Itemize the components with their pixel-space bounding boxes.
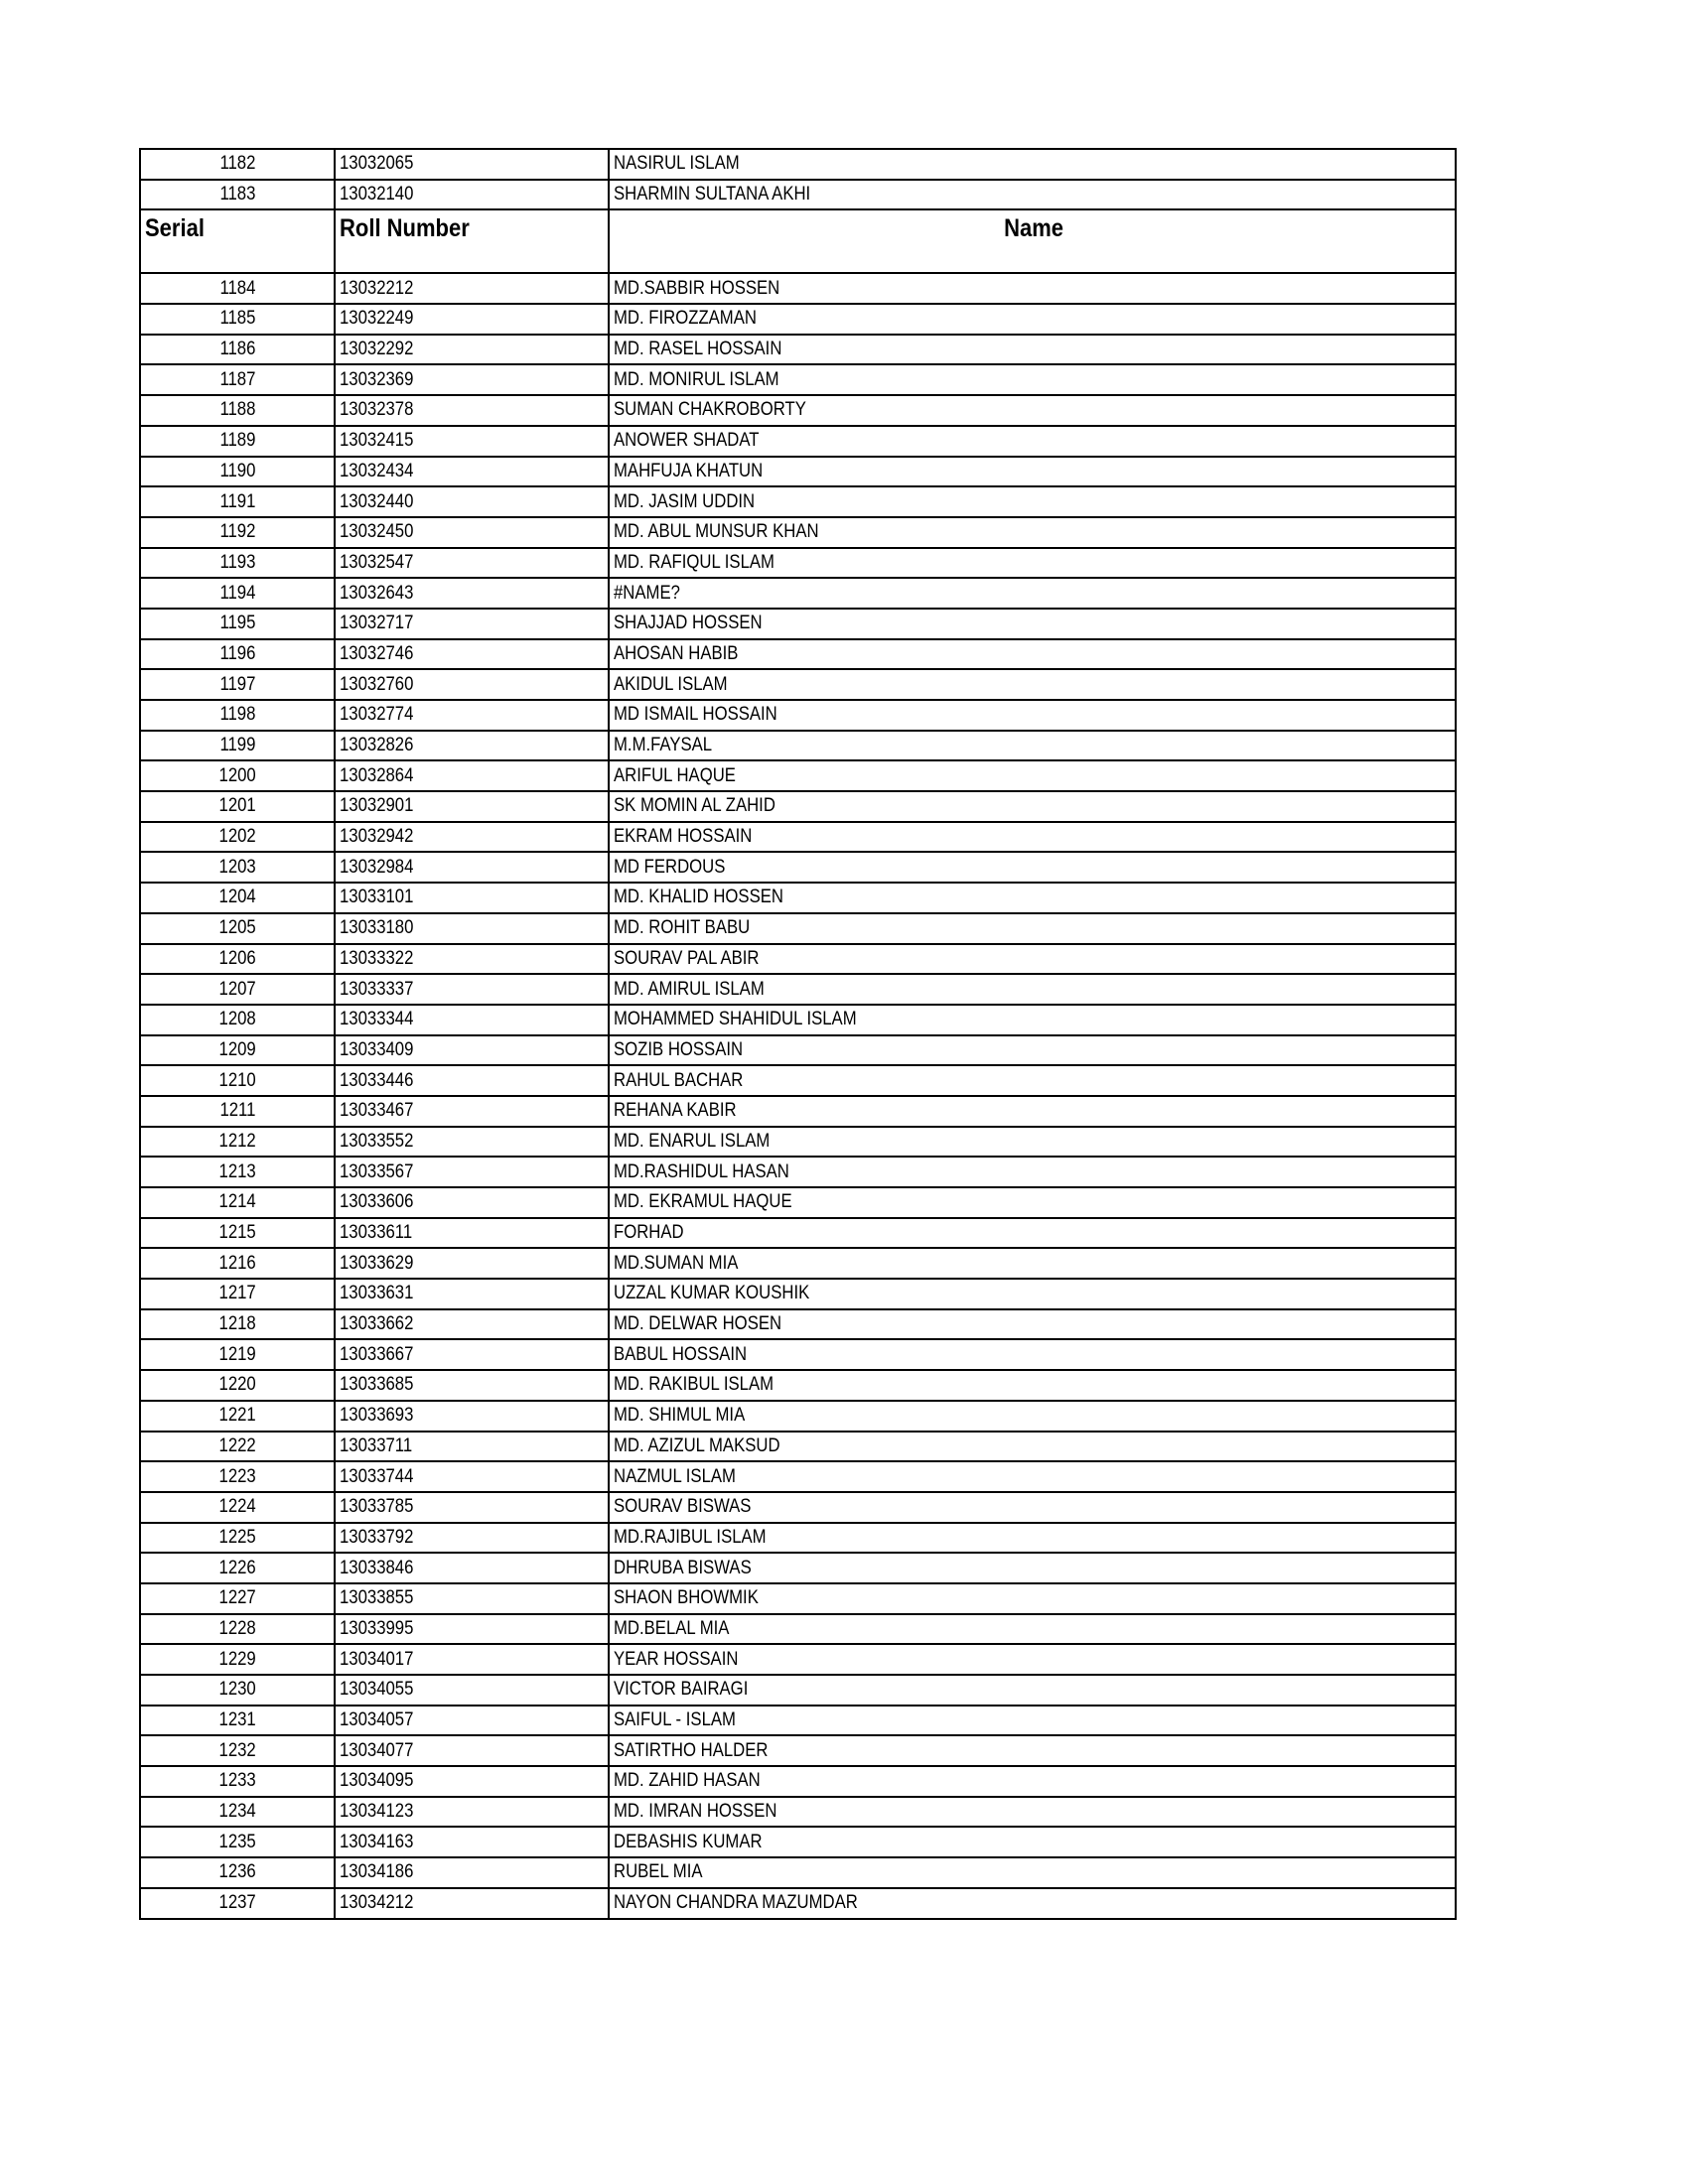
cell-serial: 1224 xyxy=(140,1492,335,1523)
cell-serial: 1206 xyxy=(140,944,335,975)
cell-name: NAZMUL ISLAM xyxy=(609,1461,1456,1492)
table-row xyxy=(140,883,1456,913)
cell-name: AKIDUL ISLAM xyxy=(609,669,1456,700)
cell-serial: 1217 xyxy=(140,1279,335,1309)
cell-roll-number: 13034186 xyxy=(335,1857,609,1888)
table-row xyxy=(140,578,1456,609)
table-row xyxy=(140,852,1456,883)
cell-name: AHOSAN HABIB xyxy=(609,639,1456,670)
cell-name: M.M.FAYSAL xyxy=(609,731,1456,761)
cell-serial: 1187 xyxy=(140,364,335,395)
cell-name: MD. ABUL MUNSUR KHAN xyxy=(609,517,1456,548)
cell-roll-number: 13032249 xyxy=(335,304,609,335)
cell-serial: 1213 xyxy=(140,1157,335,1187)
cell-name: SHARMIN SULTANA AKHI xyxy=(609,180,1456,210)
cell-serial: 1222 xyxy=(140,1432,335,1462)
cell-roll-number: 13033744 xyxy=(335,1461,609,1492)
cell-name: RAHUL BACHAR xyxy=(609,1065,1456,1096)
table-row xyxy=(140,1614,1456,1645)
cell-name: SATIRTHO HALDER xyxy=(609,1735,1456,1766)
cell-roll-number: 13034095 xyxy=(335,1766,609,1797)
table-row xyxy=(140,1218,1456,1249)
cell-roll-number: 13033685 xyxy=(335,1370,609,1401)
cell-serial: 1207 xyxy=(140,974,335,1005)
cell-roll-number: 13033606 xyxy=(335,1187,609,1218)
cell-serial: 1234 xyxy=(140,1797,335,1828)
table-row xyxy=(140,273,1456,304)
cell-serial: 1228 xyxy=(140,1614,335,1645)
cell-name: SOZIB HOSSAIN xyxy=(609,1035,1456,1066)
table-row xyxy=(140,700,1456,731)
cell-roll-number: 13032717 xyxy=(335,609,609,639)
cell-serial: 1214 xyxy=(140,1187,335,1218)
cell-name: MD. IMRAN HOSSEN xyxy=(609,1797,1456,1828)
cell-name: MD.RAJIBUL ISLAM xyxy=(609,1523,1456,1554)
cell-roll-number: 13032212 xyxy=(335,273,609,304)
cell-serial: 1211 xyxy=(140,1096,335,1127)
cell-name: BABUL HOSSAIN xyxy=(609,1339,1456,1370)
cell-serial: 1185 xyxy=(140,304,335,335)
cell-name: MD. AZIZUL MAKSUD xyxy=(609,1432,1456,1462)
table-row xyxy=(140,457,1456,487)
cell-serial: 1186 xyxy=(140,335,335,365)
cell-roll-number: 13034212 xyxy=(335,1888,609,1919)
cell-serial: 1201 xyxy=(140,791,335,822)
cell-name: MD FERDOUS xyxy=(609,852,1456,883)
cell-roll-number: 13033855 xyxy=(335,1583,609,1614)
table-row xyxy=(140,1248,1456,1279)
table-row xyxy=(140,1492,1456,1523)
cell-roll-number: 13033567 xyxy=(335,1157,609,1187)
cell-roll-number: 13034077 xyxy=(335,1735,609,1766)
cell-serial: 1204 xyxy=(140,883,335,913)
cell-serial: 1231 xyxy=(140,1706,335,1736)
cell-roll-number: 13032746 xyxy=(335,639,609,670)
cell-name: MD. KHALID HOSSEN xyxy=(609,883,1456,913)
header-serial: Serial xyxy=(140,209,335,273)
cell-roll-number: 13032984 xyxy=(335,852,609,883)
cell-roll-number: 13033337 xyxy=(335,974,609,1005)
table-row xyxy=(140,639,1456,670)
cell-name: MD. DELWAR HOSEN xyxy=(609,1309,1456,1340)
cell-serial: 1230 xyxy=(140,1675,335,1706)
table-row xyxy=(140,1005,1456,1035)
cell-roll-number: 13033446 xyxy=(335,1065,609,1096)
cell-serial: 1195 xyxy=(140,609,335,639)
cell-serial: 1200 xyxy=(140,760,335,791)
cell-serial: 1184 xyxy=(140,273,335,304)
cell-serial: 1235 xyxy=(140,1827,335,1857)
table-row xyxy=(140,791,1456,822)
cell-roll-number: 13033785 xyxy=(335,1492,609,1523)
table-row xyxy=(140,1065,1456,1096)
cell-serial: 1198 xyxy=(140,700,335,731)
cell-name: SHAON BHOWMIK xyxy=(609,1583,1456,1614)
cell-name: RUBEL MIA xyxy=(609,1857,1456,1888)
table-row xyxy=(140,1279,1456,1309)
cell-name: MD. RAKIBUL ISLAM xyxy=(609,1370,1456,1401)
cell-name: SAIFUL - ISLAM xyxy=(609,1706,1456,1736)
cell-name: MD.SUMAN MIA xyxy=(609,1248,1456,1279)
cell-serial: 1196 xyxy=(140,639,335,670)
cell-roll-number: 13033322 xyxy=(335,944,609,975)
cell-serial: 1199 xyxy=(140,731,335,761)
cell-roll-number: 13032942 xyxy=(335,822,609,853)
cell-roll-number: 13032643 xyxy=(335,578,609,609)
cell-roll-number: 13032378 xyxy=(335,395,609,426)
cell-name: YEAR HOSSAIN xyxy=(609,1644,1456,1675)
table-row xyxy=(140,1127,1456,1158)
cell-name: NASIRUL ISLAM xyxy=(609,149,1456,180)
cell-roll-number: 13032901 xyxy=(335,791,609,822)
cell-roll-number: 13034055 xyxy=(335,1675,609,1706)
table-row xyxy=(140,1735,1456,1766)
cell-name: MD. ROHIT BABU xyxy=(609,913,1456,944)
cell-serial: 1221 xyxy=(140,1401,335,1432)
table-row xyxy=(140,1035,1456,1066)
cell-name: #NAME? xyxy=(609,578,1456,609)
cell-serial: 1191 xyxy=(140,486,335,517)
table-row xyxy=(140,180,1456,210)
cell-roll-number: 13033552 xyxy=(335,1127,609,1158)
cell-serial: 1202 xyxy=(140,822,335,853)
cell-serial: 1182 xyxy=(140,149,335,180)
table-row xyxy=(140,1675,1456,1706)
cell-serial: 1194 xyxy=(140,578,335,609)
header-roll-number: Roll Number xyxy=(335,209,609,273)
cell-serial: 1188 xyxy=(140,395,335,426)
cell-serial: 1203 xyxy=(140,852,335,883)
cell-roll-number: 13032434 xyxy=(335,457,609,487)
results-table xyxy=(139,148,1457,1920)
table-row xyxy=(140,1432,1456,1462)
table-row xyxy=(140,731,1456,761)
cell-serial: 1183 xyxy=(140,180,335,210)
cell-name: UZZAL KUMAR KOUSHIK xyxy=(609,1279,1456,1309)
cell-name: SK MOMIN AL ZAHID xyxy=(609,791,1456,822)
cell-roll-number: 13033409 xyxy=(335,1035,609,1066)
table-row xyxy=(140,1309,1456,1340)
cell-name: MD. SHIMUL MIA xyxy=(609,1401,1456,1432)
cell-roll-number: 13032140 xyxy=(335,180,609,210)
cell-name: MD ISMAIL HOSSAIN xyxy=(609,700,1456,731)
cell-roll-number: 13032864 xyxy=(335,760,609,791)
cell-name: MAHFUJA KHATUN xyxy=(609,457,1456,487)
cell-roll-number: 13033344 xyxy=(335,1005,609,1035)
cell-serial: 1236 xyxy=(140,1857,335,1888)
cell-serial: 1189 xyxy=(140,426,335,457)
table-row xyxy=(140,1583,1456,1614)
table-row xyxy=(140,335,1456,365)
cell-name: MD. JASIM UDDIN xyxy=(609,486,1456,517)
table-row xyxy=(140,1553,1456,1583)
cell-serial: 1210 xyxy=(140,1065,335,1096)
table-row xyxy=(140,304,1456,335)
cell-serial: 1237 xyxy=(140,1888,335,1919)
cell-serial: 1226 xyxy=(140,1553,335,1583)
cell-roll-number: 13034017 xyxy=(335,1644,609,1675)
cell-serial: 1216 xyxy=(140,1248,335,1279)
cell-roll-number: 13033631 xyxy=(335,1279,609,1309)
cell-name: MD. MONIRUL ISLAM xyxy=(609,364,1456,395)
cell-name: MD.BELAL MIA xyxy=(609,1614,1456,1645)
header-name: Name xyxy=(609,209,1456,273)
cell-name: FORHAD xyxy=(609,1218,1456,1249)
cell-roll-number: 13034123 xyxy=(335,1797,609,1828)
cell-serial: 1233 xyxy=(140,1766,335,1797)
table-body-previous xyxy=(140,149,1456,209)
table-row xyxy=(140,1644,1456,1675)
cell-name: SHAJJAD HOSSEN xyxy=(609,609,1456,639)
cell-name: SUMAN CHAKROBORTY xyxy=(609,395,1456,426)
cell-roll-number: 13032415 xyxy=(335,426,609,457)
cell-name: MD. RASEL HOSSAIN xyxy=(609,335,1456,365)
table-row xyxy=(140,1857,1456,1888)
cell-name: DHRUBA BISWAS xyxy=(609,1553,1456,1583)
cell-roll-number: 13032774 xyxy=(335,700,609,731)
table-row xyxy=(140,609,1456,639)
header-row xyxy=(140,209,1456,273)
cell-name: MD. AMIRUL ISLAM xyxy=(609,974,1456,1005)
cell-roll-number: 13033711 xyxy=(335,1432,609,1462)
cell-name: ANOWER SHADAT xyxy=(609,426,1456,457)
table-row xyxy=(140,669,1456,700)
table-row xyxy=(140,760,1456,791)
cell-roll-number: 13033995 xyxy=(335,1614,609,1645)
table-row xyxy=(140,1461,1456,1492)
cell-name: VICTOR BAIRAGI xyxy=(609,1675,1456,1706)
table-row xyxy=(140,974,1456,1005)
table-row xyxy=(140,913,1456,944)
table-row xyxy=(140,1401,1456,1432)
cell-name: REHANA KABIR xyxy=(609,1096,1456,1127)
cell-serial: 1232 xyxy=(140,1735,335,1766)
table-row xyxy=(140,364,1456,395)
table-body xyxy=(140,273,1456,1918)
table-row xyxy=(140,1187,1456,1218)
cell-roll-number: 13033611 xyxy=(335,1218,609,1249)
cell-name: MD.RASHIDUL HASAN xyxy=(609,1157,1456,1187)
cell-roll-number: 13032547 xyxy=(335,548,609,579)
table-row xyxy=(140,149,1456,180)
cell-name: MD. FIROZZAMAN xyxy=(609,304,1456,335)
cell-roll-number: 13033662 xyxy=(335,1309,609,1340)
table-row xyxy=(140,1888,1456,1919)
table-row xyxy=(140,1706,1456,1736)
cell-serial: 1220 xyxy=(140,1370,335,1401)
cell-roll-number: 13033693 xyxy=(335,1401,609,1432)
cell-serial: 1209 xyxy=(140,1035,335,1066)
cell-roll-number: 13032450 xyxy=(335,517,609,548)
cell-serial: 1205 xyxy=(140,913,335,944)
table-row xyxy=(140,944,1456,975)
cell-serial: 1212 xyxy=(140,1127,335,1158)
cell-roll-number: 13033467 xyxy=(335,1096,609,1127)
cell-name: MD.SABBIR HOSSEN xyxy=(609,273,1456,304)
cell-serial: 1227 xyxy=(140,1583,335,1614)
table-row xyxy=(140,1797,1456,1828)
cell-name: SOURAV BISWAS xyxy=(609,1492,1456,1523)
table-row xyxy=(140,1523,1456,1554)
cell-roll-number: 13032292 xyxy=(335,335,609,365)
table-row xyxy=(140,517,1456,548)
cell-roll-number: 13034163 xyxy=(335,1827,609,1857)
cell-name: NAYON CHANDRA MAZUMDAR xyxy=(609,1888,1456,1919)
table-row xyxy=(140,426,1456,457)
cell-name: ARIFUL HAQUE xyxy=(609,760,1456,791)
table-row xyxy=(140,1370,1456,1401)
cell-name: MD. RAFIQUL ISLAM xyxy=(609,548,1456,579)
cell-roll-number: 13032826 xyxy=(335,731,609,761)
cell-roll-number: 13032369 xyxy=(335,364,609,395)
table-row xyxy=(140,822,1456,853)
cell-roll-number: 13033667 xyxy=(335,1339,609,1370)
cell-serial: 1223 xyxy=(140,1461,335,1492)
cell-serial: 1193 xyxy=(140,548,335,579)
cell-roll-number: 13033101 xyxy=(335,883,609,913)
table-row xyxy=(140,1827,1456,1857)
cell-serial: 1192 xyxy=(140,517,335,548)
cell-serial: 1229 xyxy=(140,1644,335,1675)
table-row xyxy=(140,395,1456,426)
cell-roll-number: 13033180 xyxy=(335,913,609,944)
table-row xyxy=(140,486,1456,517)
cell-roll-number: 13032760 xyxy=(335,669,609,700)
cell-roll-number: 13032065 xyxy=(335,149,609,180)
cell-name: MOHAMMED SHAHIDUL ISLAM xyxy=(609,1005,1456,1035)
cell-name: MD. ENARUL ISLAM xyxy=(609,1127,1456,1158)
table-header xyxy=(140,209,1456,273)
table-row xyxy=(140,1766,1456,1797)
table-row xyxy=(140,548,1456,579)
cell-serial: 1197 xyxy=(140,669,335,700)
cell-serial: 1218 xyxy=(140,1309,335,1340)
cell-name: EKRAM HOSSAIN xyxy=(609,822,1456,853)
cell-roll-number: 13034057 xyxy=(335,1706,609,1736)
cell-roll-number: 13033629 xyxy=(335,1248,609,1279)
cell-name: DEBASHIS KUMAR xyxy=(609,1827,1456,1857)
cell-serial: 1190 xyxy=(140,457,335,487)
cell-serial: 1219 xyxy=(140,1339,335,1370)
table-row xyxy=(140,1339,1456,1370)
cell-roll-number: 13033846 xyxy=(335,1553,609,1583)
cell-serial: 1215 xyxy=(140,1218,335,1249)
cell-roll-number: 13033792 xyxy=(335,1523,609,1554)
cell-serial: 1225 xyxy=(140,1523,335,1554)
cell-name: MD. EKRAMUL HAQUE xyxy=(609,1187,1456,1218)
table-row xyxy=(140,1157,1456,1187)
cell-name: MD. ZAHID HASAN xyxy=(609,1766,1456,1797)
cell-serial: 1208 xyxy=(140,1005,335,1035)
table-row xyxy=(140,1096,1456,1127)
cell-name: SOURAV PAL ABIR xyxy=(609,944,1456,975)
cell-roll-number: 13032440 xyxy=(335,486,609,517)
